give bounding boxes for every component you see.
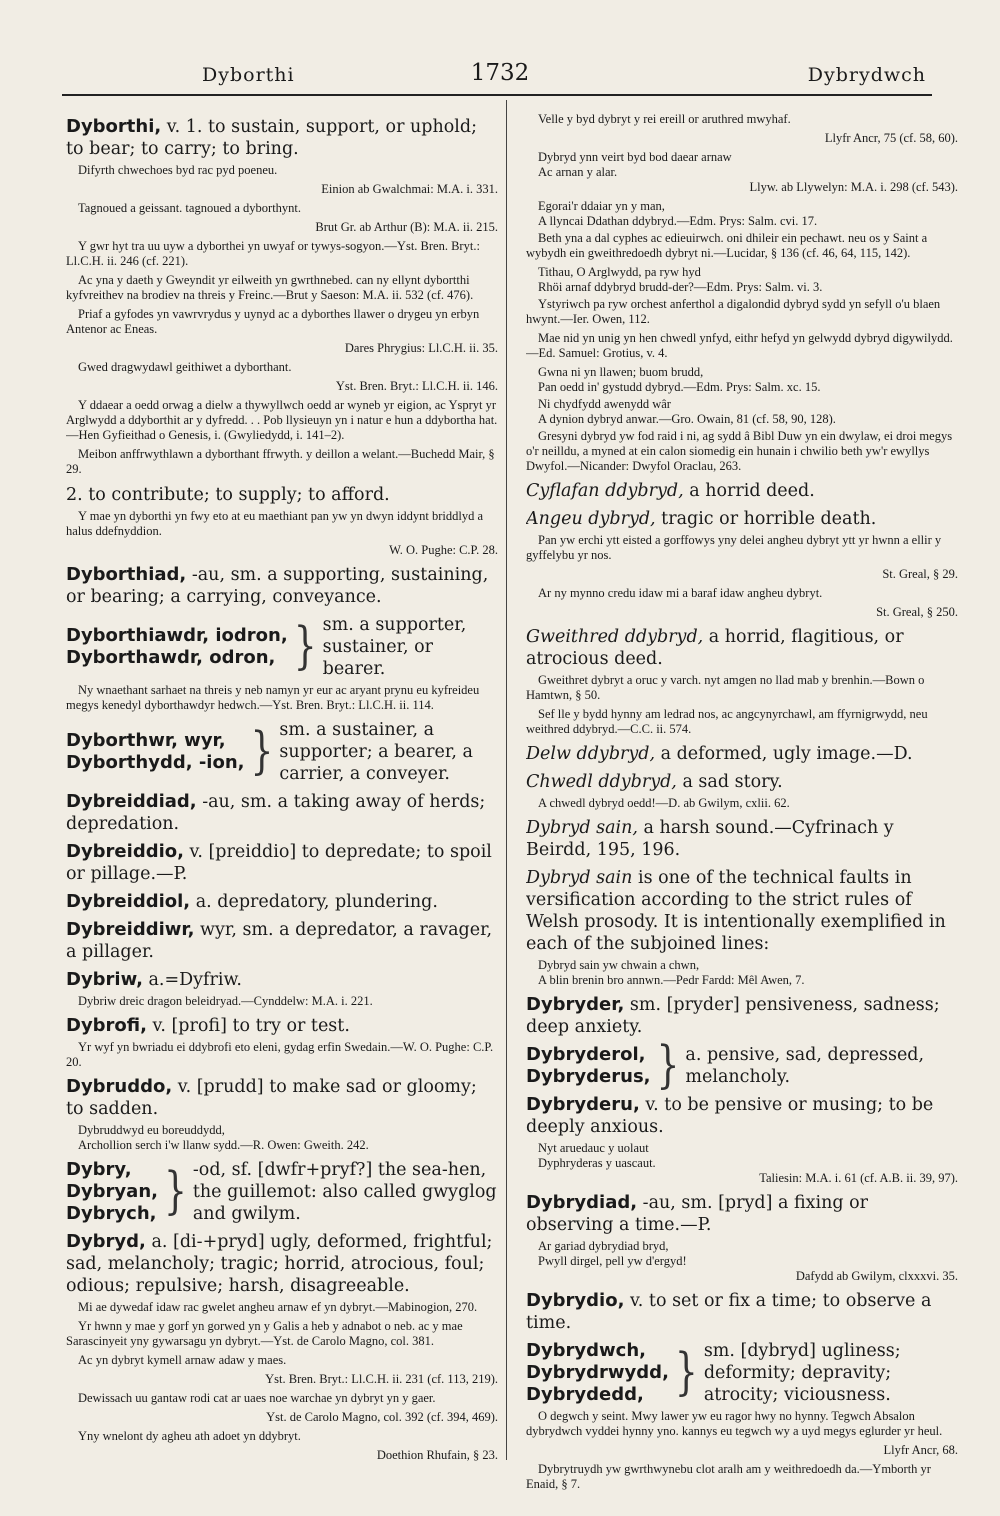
entry-headword: Dyborthiawdr, iodron, xyxy=(66,625,288,646)
verse-line: Tithau, O Arglwydd, pa ryw hyd xyxy=(538,265,701,279)
entry-definition: -od, sf. [dwfr+pryf?] the sea-hen, the guillemot: also called gwyglog and gwilym. xyxy=(192,1160,497,1224)
citation-source: Brut Gr. ab Arthur (B): M.A. ii. 215. xyxy=(315,220,498,234)
brace-glyph: } xyxy=(656,1036,680,1094)
running-head-left: Dyborthi xyxy=(202,64,295,86)
dictionary-entry xyxy=(66,1231,498,1297)
entry-definition: -au, sm. [pryd] a fixing or observing a time.—P. xyxy=(526,1193,869,1235)
phrase-entry xyxy=(526,626,958,670)
running-head xyxy=(60,60,940,94)
citation: Yny wnelont dy agheu ath adoet yn ddybryt. xyxy=(78,1429,301,1443)
dictionary-entry xyxy=(66,1015,498,1037)
phrase-definition: a deformed, ugly image.—D. xyxy=(655,744,913,764)
running-head-right: Dybrydwch xyxy=(807,64,926,86)
citation: Pan yw erchi ytt eisted a gorffowys yny delei angheu dybryt ytt yr hwnn a ellir y gyffelybu yr nos. xyxy=(526,533,942,562)
entry-headword: Dybrydiad, xyxy=(526,1192,638,1213)
entry-headword: Dybrydedd, xyxy=(526,1384,644,1405)
grouped-headwords xyxy=(526,1044,651,1088)
grouped-entry xyxy=(526,1036,958,1094)
entry-definition: sm. a supporter, sustainer, or bearer. xyxy=(322,615,467,679)
citation-source: Llyw. ab Llywelyn: M.A. i. 298 (cf. 543). xyxy=(749,180,958,194)
citation: Priaf a gyfodes yn vawrvrydus y uynyd ac a dyborthes llawer o drygeu yn erbyn Antenor ac Eneas. xyxy=(66,307,480,336)
phrase-definition: a horrid, flagitious, or atrocious deed. xyxy=(526,627,904,669)
entry-definition: a.=Dyfriw. xyxy=(142,970,242,990)
phrase-definition: a harsh sound.—Cyfrinach y Beirdd, 195, 196. xyxy=(526,818,894,860)
phrase-entry xyxy=(526,771,958,793)
verse-line: A blin brenin bro annwn.—Pedr Fardd: Mêl Awen, 7. xyxy=(538,973,805,987)
citation: Beth yna a dal cyphes ac edieuirwch. oni dhileir ein pechawt. neu os y Saint a wybydh ein gweithredoedh dybryt ni.—Lucidar, § 136 (cf. 46, 64, 115, 142). xyxy=(526,231,928,260)
verse-line: Nyt aruedauc y uolaut xyxy=(538,1141,649,1155)
grouped-entry xyxy=(66,719,498,785)
phrase-text: Dybryd sain, xyxy=(526,818,638,838)
entry-headword: Dybreiddiol, xyxy=(66,891,191,912)
verse-line: Egorai'r ddaiar yn y man, xyxy=(538,199,665,213)
verse-line: A dynion dybryd anwar.—Gro. Owain, 81 (cf. 58, 90, 128). xyxy=(538,412,836,426)
brace-glyph: } xyxy=(293,617,317,675)
entry-headword: Dybreiddiwr, xyxy=(66,919,195,940)
grouped-entry xyxy=(526,1340,958,1406)
citation: Dybriw dreic dragon beleidryad.—Cynddelw: M.A. i. 221. xyxy=(78,994,373,1008)
dictionary-entry xyxy=(526,1290,958,1334)
citation: Y mae yn dyborthi yn fwy eto at eu maethiant pan yw yn dwyn iddynt briddlyd a halus ddefnyddion. xyxy=(66,509,484,538)
citation: Ac yn dybryt kymell arnaw adaw y maes. xyxy=(78,1353,287,1367)
verse-line: A llyncai Ddathan ddybryd.—Edm. Prys: Salm. cvi. 17. xyxy=(538,214,818,228)
entry-headword: Dybryderu, xyxy=(526,1094,640,1115)
entry-headword: Dybreiddiad, xyxy=(66,791,197,812)
dictionary-entry xyxy=(526,994,958,1038)
verse-line: Ni chydfydd awenydd wâr xyxy=(538,397,671,411)
dictionary-entry xyxy=(66,919,498,963)
entry-definition: v. to set or fix a time; to observe a time. xyxy=(526,1291,932,1333)
dictionary-entry xyxy=(526,1192,958,1236)
verse-line: Gwna ni yn llawen; buom brudd, xyxy=(538,365,704,379)
right-column xyxy=(526,110,958,1500)
verse-citation xyxy=(538,265,958,295)
verse-line: Dybruddwyd eu boreuddydd, xyxy=(78,1123,225,1137)
grouped-headwords xyxy=(66,730,245,774)
citation: Ar ny mynno credu idaw mi a baraf idaw angheu dybryt. xyxy=(538,586,823,600)
phrase-definition: is one of the technical faults in versification according to the strict rules of Welsh prosody. It is intentionally exemplified in each of the subjoined lines: xyxy=(526,868,946,954)
verse-citation xyxy=(538,365,958,395)
citation-source: Llyfr Ancr, 68. xyxy=(883,1443,958,1457)
header-rule xyxy=(62,94,932,96)
phrase-definition: a sad story. xyxy=(676,772,783,792)
entry-headword: Dybry, xyxy=(66,1159,132,1180)
phrase-entry xyxy=(526,743,958,765)
citation: Sef lle y bydd hynny am ledrad nos, ac angcynyrchawl, am ffyrnigrwydd, neu weithred ddybryd.—C.C. ii. 574. xyxy=(526,707,928,736)
verse-citation xyxy=(538,397,958,427)
citation: Ac yna y daeth y Gweyndit yr eilweith yn gwrthnebed. can ny ellynt dybortthi kyfvreithev na brodiev na threis y Freinc.—Brut y Saeson: M.A. ii. 532 (cf. 476). xyxy=(66,273,474,302)
entry-headword: Dybrydrwydd, xyxy=(526,1362,669,1383)
citation: Y gwr hyt tra uu uyw a dyborthei yn uwyaf or tywys-sogyon.—Yst. Bren. Bryt.: Ll.C.H. ii. 246 (cf. 221). xyxy=(66,239,480,268)
citation: Gweithret dybryt a oruc y varch. nyt amgen no llad mab y brenhin.—Bown o Hamtwn, § 50. xyxy=(526,673,925,702)
phrase-entry xyxy=(526,480,958,502)
entry-headword: Dybruddo, xyxy=(66,1076,173,1097)
page-number: 1732 xyxy=(470,60,530,86)
phrase-text: Chwedl ddybryd, xyxy=(526,772,677,792)
entry-definition: sm. [dybryd] ugliness; deformity; depravity; atrocity; viciousness. xyxy=(703,1341,901,1405)
verse-citation xyxy=(538,1239,958,1269)
citation: Gwed dragwydawl geithiwet a dyborthant. xyxy=(78,360,292,374)
dictionary-entry xyxy=(66,564,498,608)
entry-definition: -au, sm. a supporting, sustaining, or bearing; a carrying, conveyance. xyxy=(66,565,489,607)
citation-source: Yst. Bren. Bryt.: Ll.C.H. ii. 146. xyxy=(335,379,498,393)
phrase-text: Angeu dybryd, xyxy=(526,509,656,529)
citation: Dybrytruydh yw gwrthwynebu clot aralh am y weithredoedh da.—Ymborth yr Enaid, § 7. xyxy=(526,1462,931,1491)
citation-source: Taliesin: M.A. i. 61 (cf. A.B. ii. 39, 97). xyxy=(759,1171,958,1185)
grouped-headwords xyxy=(526,1340,669,1406)
entry-headword: Dybryderus, xyxy=(526,1066,651,1087)
citation: Velle y byd dybryt y rei ereill or aruthred mwyhaf. xyxy=(538,112,791,126)
phrase-entry xyxy=(526,817,958,861)
verse-line: Dyphryderas y uascaut. xyxy=(538,1156,656,1170)
entry-headword: Dyborthi, xyxy=(66,116,162,137)
verse-line: Ar gariad dybrydiad bryd, xyxy=(538,1239,669,1253)
entry-headword: Dybryd, xyxy=(66,1231,146,1252)
entry-definition: wyr, sm. a depredator, a ravager, a pillager. xyxy=(66,920,493,962)
brace-glyph: } xyxy=(163,1162,187,1220)
entry-headword: Dybrofi, xyxy=(66,1015,147,1036)
verse-citation xyxy=(538,958,958,988)
verse-line: Dybryd sain yw chwain a chwn, xyxy=(538,958,700,972)
entry-definition: a. depredatory, plundering. xyxy=(190,892,438,912)
phrase-text: Dybryd sain xyxy=(526,868,633,888)
dictionary-entry xyxy=(66,116,498,160)
citation: Mi ae dywedaf idaw rac gwelet angheu arnaw ef yn dybryt.—Mabinogion, 270. xyxy=(78,1300,478,1314)
dictionary-entry xyxy=(66,791,498,835)
phrase-entry xyxy=(526,508,958,530)
entry-definition: a. [di-+pryd] ugly, deformed, frightful; sad, melancholy; tragic; horrid, atrocious, foul; odious; repulsive; harsh, disagreeable. xyxy=(66,1232,493,1296)
verse-citation xyxy=(538,199,958,229)
citation-source: St. Greal, § 29. xyxy=(882,567,958,581)
entry-headword: Dybrydwch, xyxy=(526,1340,647,1361)
entry-headword: Dyborthawdr, odron, xyxy=(66,647,276,668)
brace-glyph: } xyxy=(250,722,274,780)
entry-definition: sm. [pryder] pensiveness, sadness; deep anxiety. xyxy=(526,995,940,1037)
citation: Ny wnaethant sarhaet na threis y neb namyn yr eur ac aryant prynu eu kyfreideu megys kenedyl dyborthawdyr hedwch.—Yst. Bren. Bryt.: Ll.C.H. ii. 114. xyxy=(66,683,480,712)
dictionary-entry xyxy=(66,969,498,991)
entry-headword: Dybryder, xyxy=(526,994,625,1015)
column-divider xyxy=(506,100,507,1460)
verse-line: Ac arnan y alar. xyxy=(538,165,618,179)
grouped-entry xyxy=(66,614,498,680)
citation: Ystyriwch pa ryw orchest anferthol a digalondid dybryd sydd yn sefyll o'u blaen hwynt.—Ier. Owen, 112. xyxy=(526,297,941,326)
phrase-definition: a horrid deed. xyxy=(683,481,815,501)
grouped-headwords xyxy=(66,1159,158,1225)
entry-headword: Dyborthydd, -ion, xyxy=(66,752,245,773)
dictionary-entry xyxy=(66,841,498,885)
citation-source: Llyfr Ancr, 75 (cf. 58, 60). xyxy=(824,131,958,145)
entry-headword: Dybreiddio, xyxy=(66,841,184,862)
entry-definition: v. [preiddio] to depredate; to spoil or pillage.—P. xyxy=(66,842,492,884)
citation: A chwedl dybryd oedd!—D. ab Gwilym, cxlii. 62. xyxy=(538,796,790,810)
verse-citation xyxy=(538,150,958,180)
entry-headword: Dybryderol, xyxy=(526,1044,646,1065)
entry-definition: a. pensive, sad, depressed, melancholy. xyxy=(685,1045,925,1087)
citation: Y ddaear a oedd orwag a dielw a thywyllwch oedd ar wyneb yr eigion, ac Yspryt yr Arglwydd a ddyborthit ar y dyfredd. . . Pob llysieuyn yn i natur e hun a ddybortha hat.—Hen Gyfieithad o Genesis, i. (Gwyliedydd, i. 141–2). xyxy=(66,398,498,442)
dictionary-entry xyxy=(526,1094,958,1138)
entry-sense: 2. to contribute; to supply; to afford. xyxy=(66,485,390,505)
entry-definition: v. to be pensive or musing; to be deeply anxious. xyxy=(526,1095,934,1137)
grouped-entry xyxy=(66,1159,498,1225)
citation: Yr hwnn y mae y gorf yn gorwed yn y Galis a heb y adnabot o neb. ac y mae Sarascinyeit yny gywarsagu yn dybryt.—Yst. de Carolo Magno, col. 381. xyxy=(66,1319,463,1348)
citation: Mae nid yn unig yn hen chwedl ynfyd, eithr hefyd yn gelwydd dybryd digywilydd.—Ed. Samuel: Grotius, v. 4. xyxy=(526,331,953,360)
left-column xyxy=(66,110,498,1500)
verse-line: Pan oedd in' gystudd dybryd.—Edm. Prys: Salm. xc. 15. xyxy=(538,380,821,394)
phrase-text: Gweithred ddybryd, xyxy=(526,627,704,647)
brace-glyph: } xyxy=(674,1343,698,1401)
phrase-text: Cyflafan ddybryd, xyxy=(526,481,684,501)
citation-source: Dares Phrygius: Ll.C.H. ii. 35. xyxy=(344,341,498,355)
entry-definition: sm. a sustainer, a supporter; a bearer, a carrier, a conveyer. xyxy=(279,720,473,784)
citation: Gresyni dybryd yw fod raid i ni, ag sydd â Bibl Duw yn ein dwylaw, ei droi megys o'r neilldu, a myned at ein calon siomedig ein hunain i chwilio beth yw'r ewyllys Dwyfol.—Nicander: Dwyfol Oraclau, 263. xyxy=(526,429,953,473)
verse-line: Archollion serch i'w llanw sydd.—R. Owen: Gweith. 242. xyxy=(78,1138,369,1152)
verse-citation xyxy=(538,1141,958,1171)
entry-definition: v. [prudd] to make sad or gloomy; to sadden. xyxy=(66,1077,477,1119)
verse-line: Dybryd ynn veirt byd bod daear arnaw xyxy=(538,150,732,164)
entry-headword: Dyborthwr, wyr, xyxy=(66,730,226,751)
entry-headword: Dybrych, xyxy=(66,1203,157,1224)
grouped-headwords xyxy=(66,625,288,669)
citation-source: Einion ab Gwalchmai: M.A. i. 331. xyxy=(321,182,498,196)
phrase-text: Delw ddybryd, xyxy=(526,744,656,764)
citation-source: Doethion Rhufain, § 23. xyxy=(376,1448,498,1462)
citation-source: St. Greal, § 250. xyxy=(876,605,958,619)
citation-source: Yst. Bren. Bryt.: Ll.C.H. ii. 231 (cf. 113, 219). xyxy=(265,1372,498,1386)
citation: Tagnoued a geissant. tagnoued a dyborthynt. xyxy=(78,201,302,215)
citation-source: W. O. Pughe: C.P. 28. xyxy=(389,543,498,557)
entry-definition: v. 1. to sustain, support, or uphold; to bear; to carry; to bring. xyxy=(66,117,477,159)
dictionary-entry xyxy=(66,1076,498,1120)
entry-headword: Dybrydio, xyxy=(526,1290,625,1311)
citation: Dewissach uu gantaw rodi cat ar uaes noe warchae yn dybryt yn y gaer. xyxy=(78,1391,436,1405)
entry-definition: -au, sm. a taking away of herds; depredation. xyxy=(66,792,486,834)
citation: Yr wyf yn bwriadu ei ddybrofi eto eleni, gydag erfin Swedain.—W. O. Pughe: C.P. 20. xyxy=(66,1040,494,1069)
verse-line: Pwyll dirgel, pell yw d'ergyd! xyxy=(538,1254,687,1268)
phrase-entry xyxy=(526,867,958,955)
citation-source: Dafydd ab Gwilym, clxxxvi. 35. xyxy=(795,1269,958,1283)
phrase-definition: tragic or horrible death. xyxy=(655,509,877,529)
citation: Meibon anffrwythlawn a dyborthant ffrwyth. y deillon a welant.—Buchedd Mair, § 29. xyxy=(66,447,495,476)
citation: O degwch y seint. Mwy lawer yw eu ragor hwy no hynny. Tegwch Absalon dybrydwch vyddei hynny yno. kannys eu tegwch wy a uyd megys eglurder yr heul. xyxy=(526,1409,943,1438)
entry-headword: Dyborthiad, xyxy=(66,564,187,585)
entry-headword: Dybriw, xyxy=(66,969,143,990)
verse-citation xyxy=(78,1123,498,1153)
entry-headword: Dybryan, xyxy=(66,1181,158,1202)
citation: Difyrth chwechoes byd rac pyd poeneu. xyxy=(78,163,278,177)
dictionary-entry xyxy=(66,891,498,913)
verse-line: Rhöi arnaf ddybryd brudd-der?—Edm. Prys: Salm. vi. 3. xyxy=(538,280,823,294)
citation-source: Yst. de Carolo Magno, col. 392 (cf. 394, 469). xyxy=(266,1410,498,1424)
entry-definition: v. [profi] to try or test. xyxy=(146,1016,350,1036)
